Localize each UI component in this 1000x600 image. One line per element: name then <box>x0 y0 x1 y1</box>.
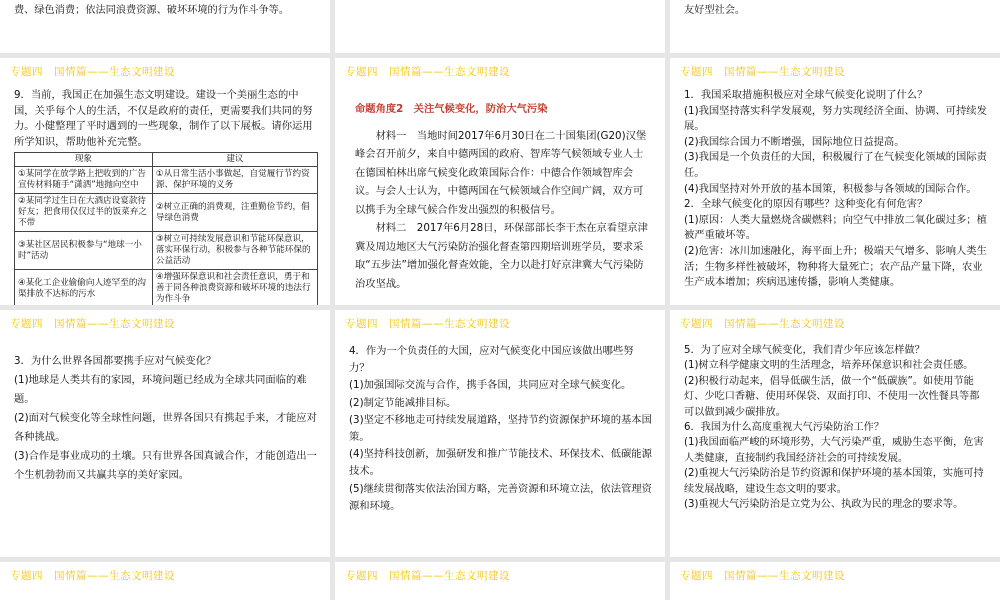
slide-next-left <box>0 562 330 600</box>
answer-line: 3．为什么世界各国都要携手应对气候变化？ <box>14 355 217 367</box>
slide-next-right <box>670 562 1000 600</box>
table-cell: ③树立可持续发展意识和节能环保意识，落实环保行动，积极参与各种节能环保的公益活动 <box>152 232 317 270</box>
answer-line: (2)我国综合国力不断增强，国际地位日益提高。 <box>684 135 905 148</box>
answer-line: (3)坚定不移地走可持续发展道路，坚持节约资源保护环境的基本国策。 <box>349 413 652 444</box>
answer-line: (1)我国坚持落实科学发展观，努力实现经济全面、协调、可持续发展。 <box>684 104 987 133</box>
answer-line: (3)我国是一个负责任的大国，积极履行了在气候变化领域的国际责任。 <box>684 151 987 179</box>
table-row <box>15 194 318 232</box>
answer-line: (3)重视大气污染防治是立党为公、执政为民的理念的要求等。 <box>684 499 964 511</box>
slide-header: 专题四 国情篇——生态文明建设 <box>10 66 175 78</box>
answer-line: (1)加强国际交流与合作，携手各国，共同应对全球气候变化。 <box>349 379 632 392</box>
slide-answers-1-2 <box>670 58 1000 305</box>
table-cell: ①从日常生活小事做起，自觉履行节约资源、保护环境的义务 <box>152 167 317 194</box>
slide-angle-2 <box>335 58 665 305</box>
slide-header: 专题四 国情篇——生态文明建设 <box>345 66 510 78</box>
prev-right-text: 友好型社会。 <box>684 5 746 16</box>
table-header-phenomenon: 现象 <box>15 153 153 167</box>
answer-line: 6．我国为什么高度重视大气污染防治工作？ <box>684 422 885 434</box>
table-row <box>15 270 318 306</box>
table-cell: ②树立正确的消费观，注重勤俭节约，倡导绿色消费 <box>152 194 317 232</box>
answer-line: (2)制定节能减排目标。 <box>349 396 457 409</box>
answer-line: 4．作为一个负责任的大国，应对气候变化中国应该做出哪些努力？ <box>349 345 634 375</box>
table-header-suggestion: 建议 <box>152 153 317 167</box>
answer-line: (4)坚持科技创新，加强研发和推广节能技术、环保技术、低碳能源技术。 <box>349 448 652 478</box>
answer-line: (2)危害：冰川加速融化，海平面上升；极端天气增多、影响人类生活；生物多样性被破坏，物种将大量死亡；农产品产量下降，农业生产成本增加；疾病迅速传播，影响人类健康。 <box>684 244 987 289</box>
answer-line: (4)我国坚持对外开放的基本国策，积极参与各领域的国际合作。 <box>684 182 977 195</box>
slide-header: 专题四 国情篇——生态文明建设 <box>10 570 175 582</box>
slide-header: 专题四 国情篇——生态文明建设 <box>10 318 175 330</box>
answer-line: (3)合作是事业成功的土壤。只有世界各国真诚合作，才能创造出一个生机勃勃而又共赢共享的美好家园。 <box>14 450 317 481</box>
slide-answers-5-6 <box>670 310 1000 557</box>
material-1: 材料一 当地时间2017年6月30日在二十国集团(G20)汉堡峰会召开前夕，来自中德两国的政府、智库等气候领域专业人士在德国柏林出席气候变化政策国际合作：中德合作领域智库会议。与会人士认为，中德两国在气候领域合作空间广阔，双方可以携手为全球气候合作发出强烈的积极信号。 <box>355 129 647 216</box>
slide-prev-left <box>0 0 330 53</box>
answer-line: (1)地球是人类共有的家园，环境问题已经成为全球共同面临的难题。 <box>14 374 307 405</box>
table-row <box>15 167 318 194</box>
slide-prev-right <box>670 0 1000 53</box>
slide-header: 专题四 国情篇——生态文明建设 <box>345 570 510 582</box>
slide-header: 专题四 国情篇——生态文明建设 <box>680 66 845 78</box>
slide-answers-4 <box>335 310 665 557</box>
slide-header: 专题四 国情篇——生态文明建设 <box>345 318 510 330</box>
answer-line: (1)原因：人类大量燃烧含碳燃料；向空气中排放二氧化碳过多；植被严重破坏等。 <box>684 213 987 242</box>
table-cell: ④某化工企业偷偷向人迹罕至的沟渠排放不达标的污水 <box>15 270 153 306</box>
answer-line: (2)积极行动起来，倡导低碳生活，做一个“低碳族”。如使用节能灯、少吃口香糖、使用环保袋、双面打印、不使用一次性餐具等都可以做到减少碳排放。 <box>684 375 980 418</box>
answer-line: (1)我国面临严峻的环境形势，大气污染严重，威胁生态平衡，危害人类健康，直接制约我国经济社会的可持续发展。 <box>684 437 984 464</box>
slide-header: 专题四 国情篇——生态文明建设 <box>680 318 845 330</box>
slide-question-9 <box>0 58 330 305</box>
slide-next-center <box>335 562 665 600</box>
table-cell: ④增强环保意识和社会责任意识，勇于和善于同各种浪费资源和破坏环境的违法行为作斗争 <box>152 270 317 306</box>
table-cell: ①某同学在放学路上把收到的广告宣传材料随手“潇洒”地抛向空中 <box>15 167 153 194</box>
table-cell: ③某社区居民积极参与“地球一小时”活动 <box>15 232 153 270</box>
table-cell: ②某同学过生日在大酒店设宴款待好友；把食用仅仅过半的饭菜弃之不带 <box>15 194 153 232</box>
angle-title: 命题角度2 关注气候变化，防治大气污染 <box>355 103 548 115</box>
answer-line: 5．为了应对全球气候变化，我们青少年应该怎样做？ <box>684 345 925 356</box>
question-9-text: 9．当前，我国正在加强生态文明建设。建设一个美丽生态的中国，关乎每个人的生活，不仅是政府的责任，更需要我们共同的努力。小健整理了平时遇到的一些现象，制作了以下展板。请你运用所学知识，帮助他补充完整。 <box>14 89 313 148</box>
slide-prev-center <box>335 0 665 53</box>
slide-answers-3 <box>0 310 330 557</box>
prev-left-text: 费、绿色消费；依法同浪费资源、破坏环境的行为作斗争等。 <box>14 5 290 16</box>
table-row <box>15 232 318 270</box>
answer-line: (5)继续贯彻落实依法治国方略，完善资源和环境立法，依法管理资源和环境。 <box>349 482 652 512</box>
answer-line: 2．全球气候变化的原因有哪些？这种变化有何危害？ <box>684 198 928 211</box>
answer-line: (2)重视大气污染防治是节约资源和保护环境的基本国策，实施可持续发展战略，建设生态文明的要求。 <box>684 468 984 495</box>
material-2: 材料二 2017年6月28日，环保部部长李干杰在京看望京津冀及周边地区大气污染防治强化督查第四期培训班学员，要求采取“五步法”增加强化督查效能，全力以赴打好京津冀大气污染防治攻坚战。 <box>355 222 648 290</box>
answer-line: 1．我国采取措施积极应对全球气候变化说明了什么？ <box>684 89 928 101</box>
slide-header: 专题四 国情篇——生态文明建设 <box>680 570 845 582</box>
answer-line: (2)面对气候变化等全球性问题，世界各国只有携起手来，才能应对各种挑战。 <box>14 412 317 443</box>
phenomena-table <box>14 152 318 305</box>
answer-line: (1)树立科学健康文明的生活理念，培养环保意识和社会责任感。 <box>684 360 974 372</box>
